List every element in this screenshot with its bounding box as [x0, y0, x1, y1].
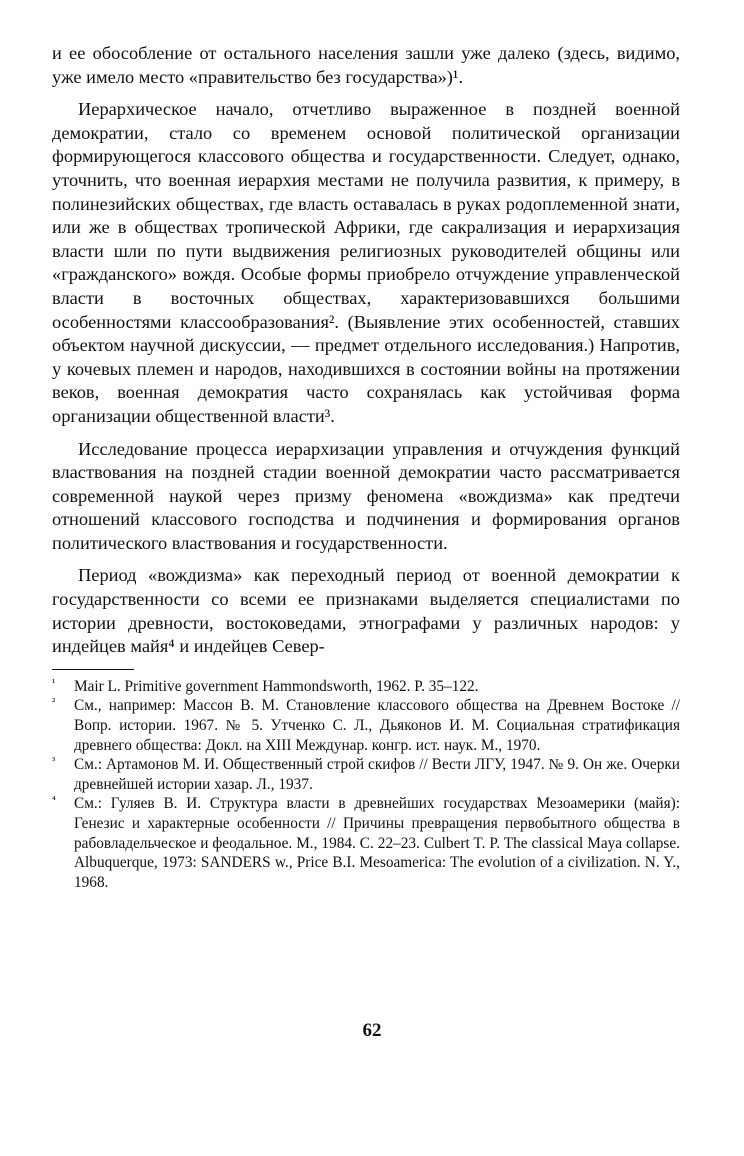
footnote-text: См.: Артамонов М. И. Общественный строй скифов // Вести ЛГУ, 1947. № 9. Он же. Очерки древнейшей истории хазар. Л., 1937. [74, 756, 680, 793]
page-body [52, 42, 680, 892]
footnote-3 [52, 755, 680, 794]
footnote-number: ⁴ [52, 794, 56, 807]
paragraph-research: Исследование процесса иерархизации управления и отчуждения функций властвования на поздней стадии военной демократии часто рассматривается современной наукой через призму феномена «вождизма» как предтечи отношений классового господства и подчинения и формирования органов политического властвования и государственности. [52, 438, 680, 553]
footnote-1 [52, 677, 680, 697]
page-number: 62 [362, 1020, 382, 1041]
footnote-text: См.: Гуляев В. И. Структура власти в древнейших государствах Мезоамерики (майя): Генезис и характерные особенности // Причины превращения первобытного общества в рабовладельческое и феодальное. М., 1984. С. 22–23. Culbert T. P. The classical Maya collapse. Albuquerque, 1973: SANDERS w., Price B.I. Mesoamerica: The evolution of a civilization. N. Y., 1968. [74, 795, 680, 891]
footnotes [52, 677, 680, 893]
footnote-number: ¹ [52, 676, 56, 689]
paragraph-continuation: и ее обособление от остального населения зашли уже далеко (здесь, видимо, уже имело место «правительство без государства»)¹. [52, 43, 680, 87]
footnote-divider [52, 669, 134, 670]
footnote-text: Mair L. Primitive government Hammondsworth, 1962. P. 35–122. [74, 677, 479, 695]
paragraph-hierarchy: Иерархическое начало, отчетливо выраженное в поздней военной демократии, стало со временем основой политической организации формирующегося классового общества и государственности. Следует, однако, уточнить, что военная иерархия местами не получила развития, к примеру, в полинезийских обществах, где власть оставалась в руках родоплеменной знати, или же в обществах тропической Африки, где сакрализация и иерархизация власти шли по пути выдвижения религиозных руководителей общины или «гражданского» вождя. Особые формы приобрело отчуждение управленческой власти в восточных обществах, характеризовавшихся большими особенностями классообразования². (Выявление этих особенностей, ставших объектом научной дискуссии, — предмет отдельного исследования.) Напротив, у кочевых племен и народов, находившихся в состоянии войны на протяжении веков, военная демократия часто сохранялась как устойчивая форма организации общественной власти³. [52, 99, 680, 426]
footnote-number: ³ [52, 755, 56, 768]
footnote-2 [52, 696, 680, 755]
footnote-number: ² [52, 696, 56, 709]
footnote-4 [52, 794, 680, 892]
paragraph-chiefdom-period: Период «вождизма» как переходный период от военной демократии к государственности со всеми ее признаками выделяется специалистами по истории древности, востоковедами, этнографами у различных народов: у индейцев майя⁴ и индейцев Север- [52, 565, 680, 657]
footnote-text: См., например: Массон В. М. Становление классового общества на Древнем Востоке // Вопр. истории. 1967. № 5. Утченко С. Л., Дьяконов И. М. Социальная стратификация древнего общества: Докл. на XIII Междунар. конгр. ист. наук. М., 1970. [74, 697, 680, 754]
